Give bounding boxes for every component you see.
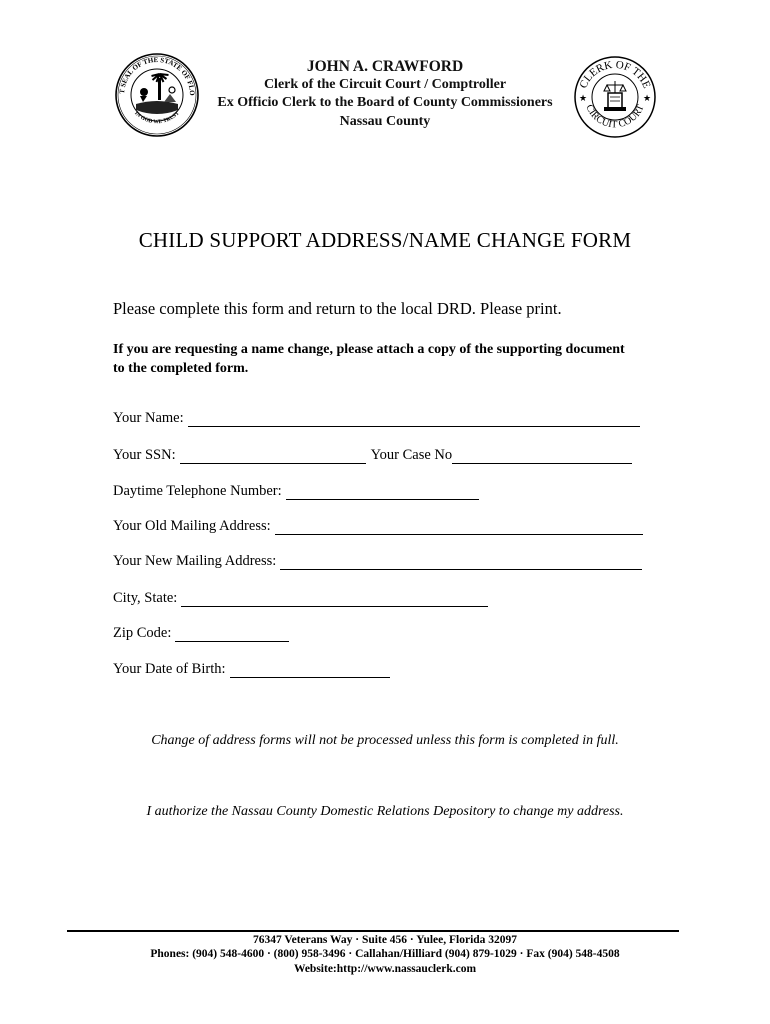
case-no-input-line[interactable] <box>452 451 632 464</box>
zip-field-row <box>113 625 289 642</box>
clerk-seal-bottom-text: CIRCUIT COURT <box>583 103 647 131</box>
name-input-line[interactable] <box>188 414 640 427</box>
footer-divider <box>67 930 679 932</box>
dob-label: Your Date of Birth: <box>113 661 226 677</box>
zip-label: Zip Code: <box>113 625 172 641</box>
form-instructions: Please complete this form and return to the local DRD. Please print. <box>113 299 562 318</box>
old-address-field-row <box>113 518 643 535</box>
name-change-note: If you are requesting a name change, please attach a copy of the supporting document to the completed form. <box>113 342 625 376</box>
footer-address: 76347 Veterans Way · Suite 456 · Yulee, Florida 32097 <box>252 934 518 946</box>
footer-phones: Phones: (904) 548-4600 · (800) 958-3496 · Callahan/Hilliard (904) 879-1029 · Fax (904) 548-4508 <box>150 948 620 960</box>
clerk-seal-icon <box>574 55 656 139</box>
clerk-seal-top-text: CLERK OF THE <box>577 58 653 91</box>
state-seal-motto: IN GOD WE TRUST <box>133 110 181 126</box>
authorization-statement: I authorize the Nassau County Domestic Relations Depository to change my address. <box>146 804 624 819</box>
dob-input-line[interactable] <box>230 665 390 678</box>
form-title: CHILD SUPPORT ADDRESS/NAME CHANGE FORM <box>138 228 632 252</box>
state-seal-icon <box>114 52 200 138</box>
new-address-input-line[interactable] <box>280 557 642 570</box>
phone-input-line[interactable] <box>286 487 479 500</box>
city-state-label: City, State: <box>113 590 178 606</box>
phone-label: Daytime Telephone Number: <box>113 483 282 499</box>
completion-note: Change of address forms will not be processed unless this form is completed in full. <box>151 733 619 748</box>
zip-input-line[interactable] <box>175 629 289 642</box>
ssn-label: Your SSN: <box>113 447 176 463</box>
city-state-field-row <box>113 590 488 607</box>
name-label: Your Name: <box>113 410 184 426</box>
ssn-field-row <box>113 447 632 464</box>
old-address-label: Your Old Mailing Address: <box>113 518 271 534</box>
clerk-name: JOHN A. CRAWFORD <box>306 58 464 75</box>
clerk-subtitle: Ex Officio Clerk to the Board of County Commissioners <box>217 95 553 110</box>
name-field-row <box>113 410 640 427</box>
ssn-input-line[interactable] <box>180 451 366 464</box>
old-address-input-line[interactable] <box>275 522 643 535</box>
case-no-label: Your Case No <box>370 447 453 463</box>
clerk-title: Clerk of the Circuit Court / Comptroller <box>263 77 507 92</box>
state-seal-text: T SEAL OF THE STATE OF FLO <box>117 55 197 96</box>
footer-website: Website:http://www.nassauclerk.com <box>293 963 477 975</box>
new-address-label: Your New Mailing Address: <box>113 553 277 569</box>
phone-field-row <box>113 483 479 500</box>
dob-field-row <box>113 661 390 678</box>
county-name: Nassau County <box>339 114 431 129</box>
city-state-input-line[interactable] <box>181 594 488 607</box>
svg-text:★: ★ <box>579 94 588 104</box>
svg-text:★: ★ <box>643 94 652 104</box>
new-address-field-row <box>113 553 642 570</box>
